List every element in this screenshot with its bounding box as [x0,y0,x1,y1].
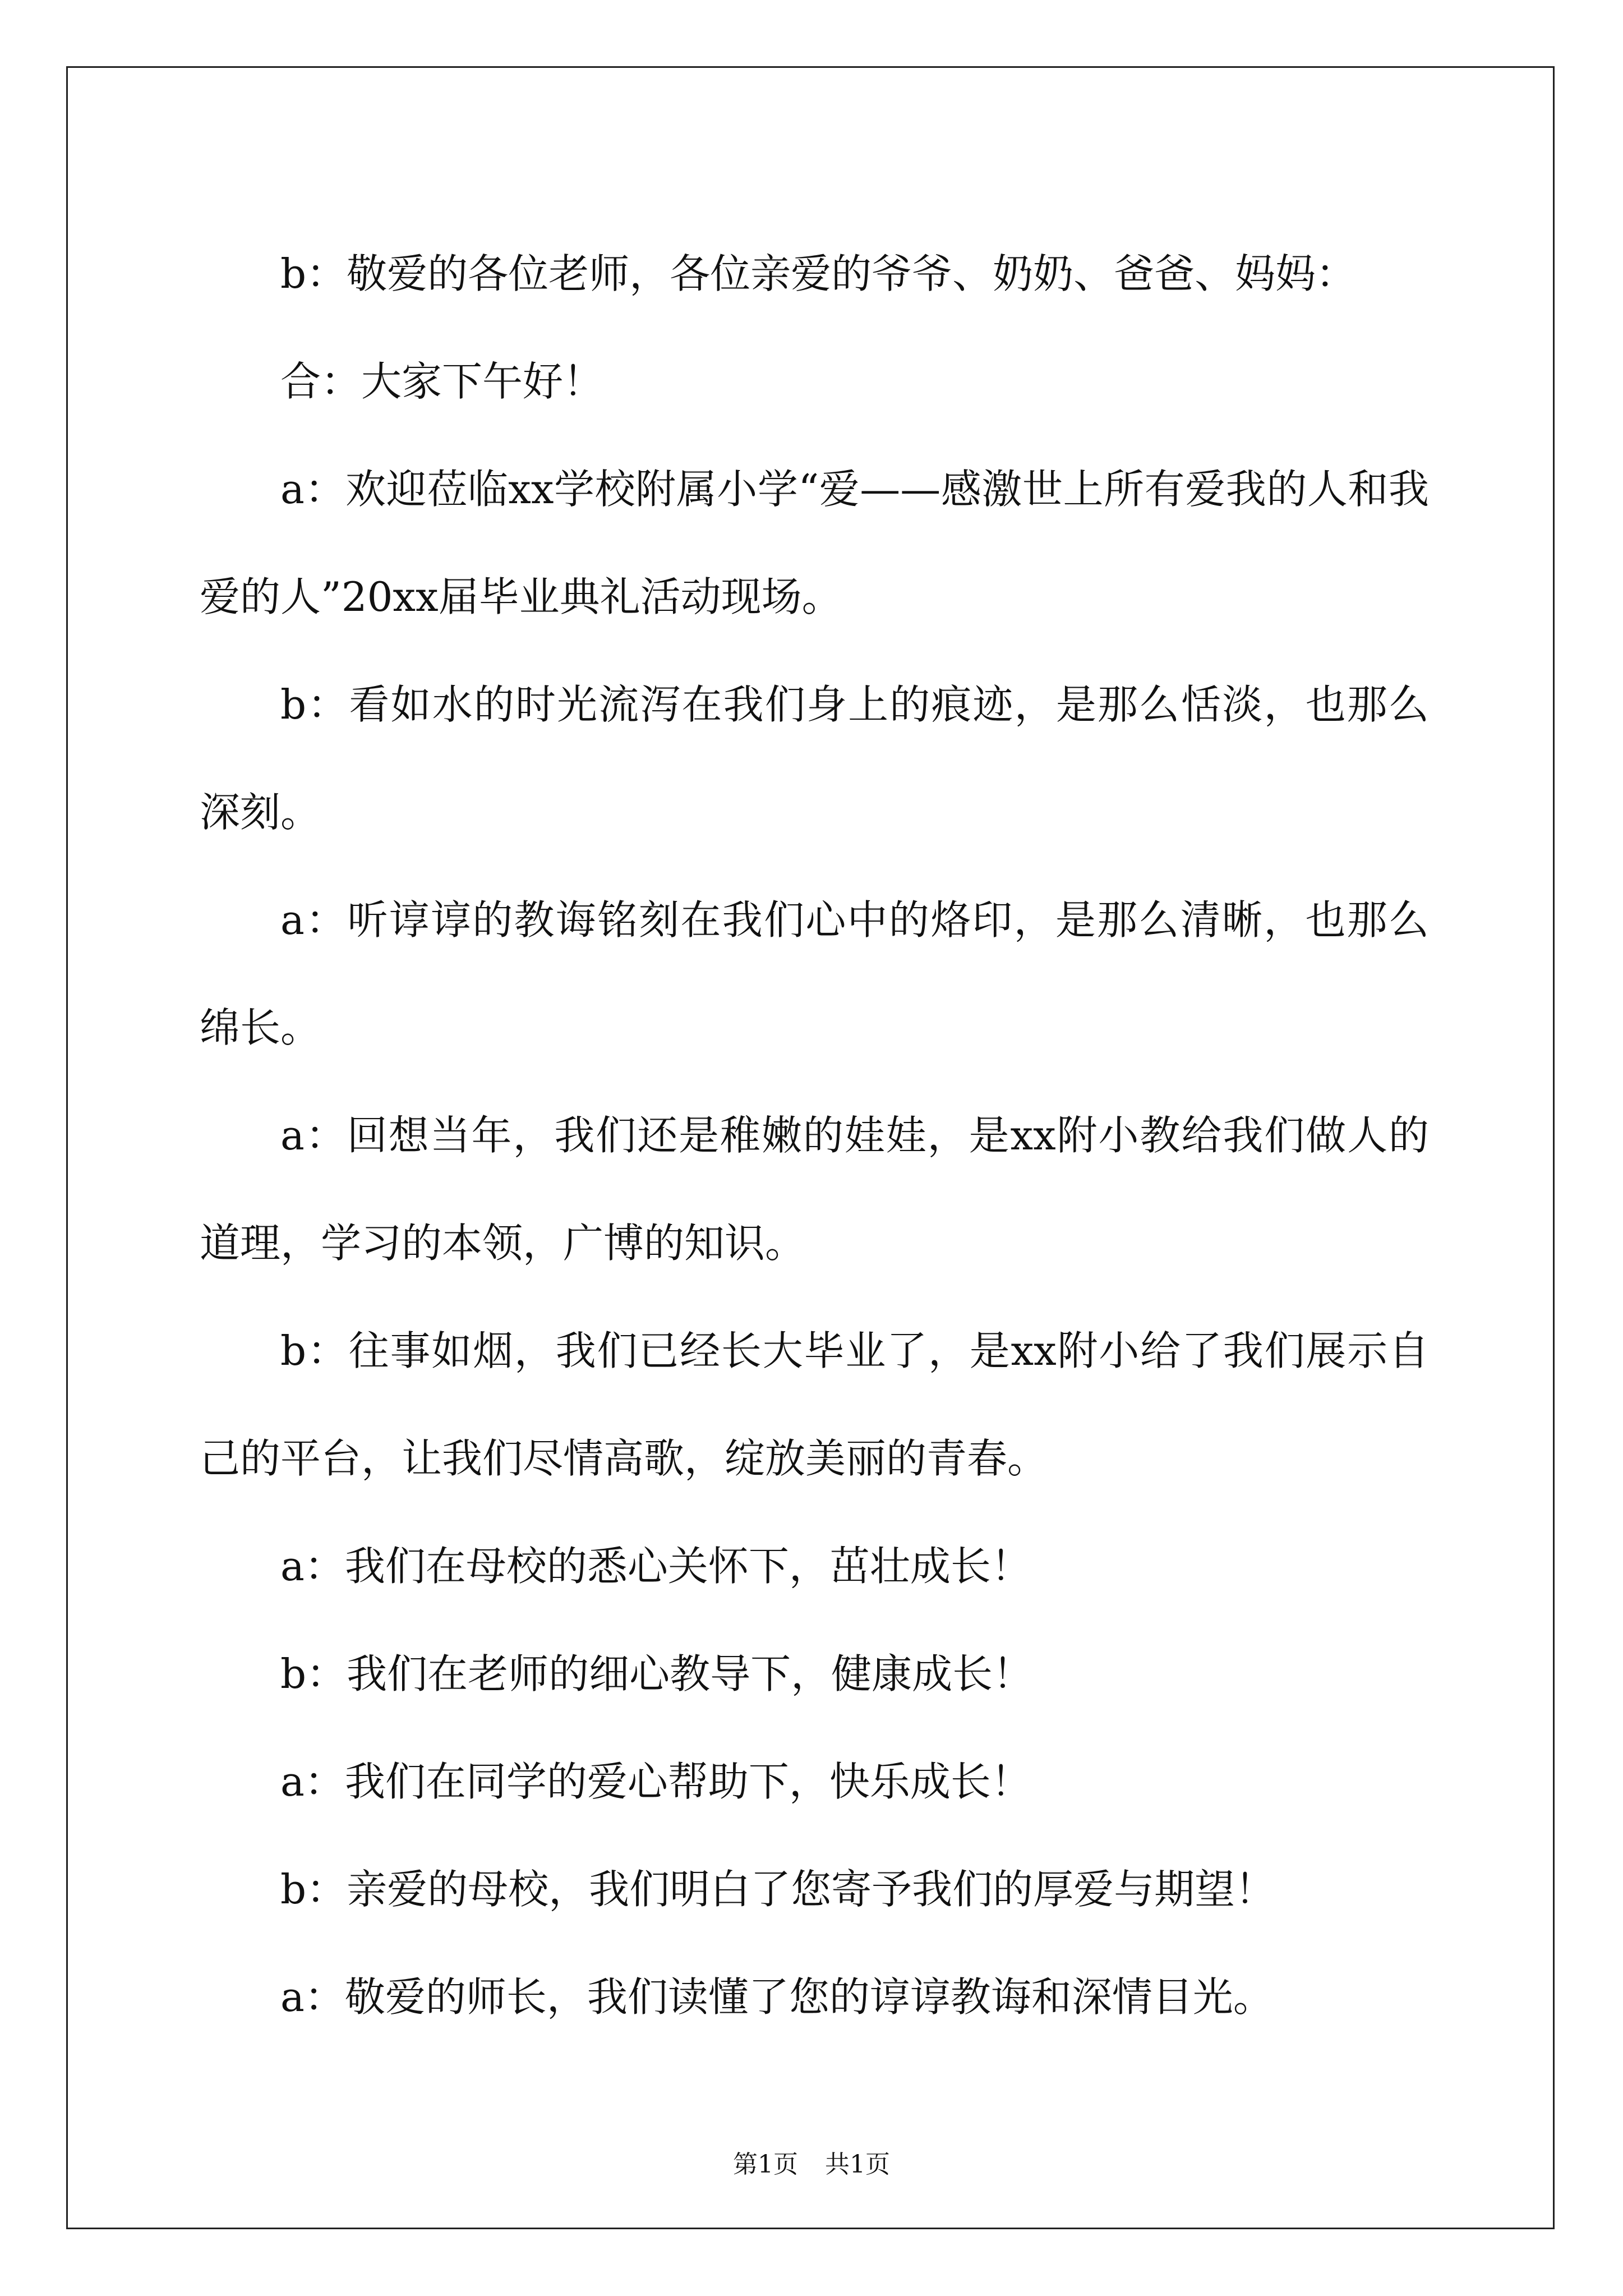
paragraph: a：敬爱的师长，我们读懂了您的谆谆教诲和深情目光。 [280,1973,1274,2021]
paragraph: b：看如水的时光流泻在我们身上的痕迹，是那么恬淡，也那么深刻。 [200,681,1429,836]
paragraph: a：欢迎莅临xx学校附属小学“爱——感激世上所有爱我的人和我爱的人”20xx届毕业典礼活动现场。 [200,466,1429,620]
paragraph: b：我们在老师的细心教导下，健康成长！ [280,1650,1034,1697]
paragraph: a：我们在同学的爱心帮助下，快乐成长！ [280,1758,1031,1805]
paragraph: a：回想当年，我们还是稚嫩的娃娃，是xx附小教给我们做人的道理，学习的本领，广博的知识。 [200,1112,1429,1267]
page-number-total: 共1页 [825,2150,890,2179]
paragraph: b：亲爱的母校，我们明白了您寄予我们的厚爱与期望！ [280,1866,1276,1913]
paragraph: a：我们在母校的悉心关怀下，茁壮成长！ [280,1543,1031,1590]
paragraph: b：敬爱的各位老师，各位亲爱的爷爷、奶奶、爸爸、妈妈： [280,250,1357,297]
paragraph: b：往事如烟，我们已经长大毕业了，是xx附小给了我们展示自己的平台，让我们尽情高歌，绽放美丽的青春。 [200,1327,1429,1482]
page-number-current: 第1页 [733,2150,798,2179]
document-body [200,220,1429,2051]
paragraph: 合：大家下午好！ [280,358,604,405]
paragraph: a：听谆谆的教诲铭刻在我们心中的烙印，是那么清晰，也那么绵长。 [200,896,1429,1051]
page-footer [0,2144,1623,2180]
